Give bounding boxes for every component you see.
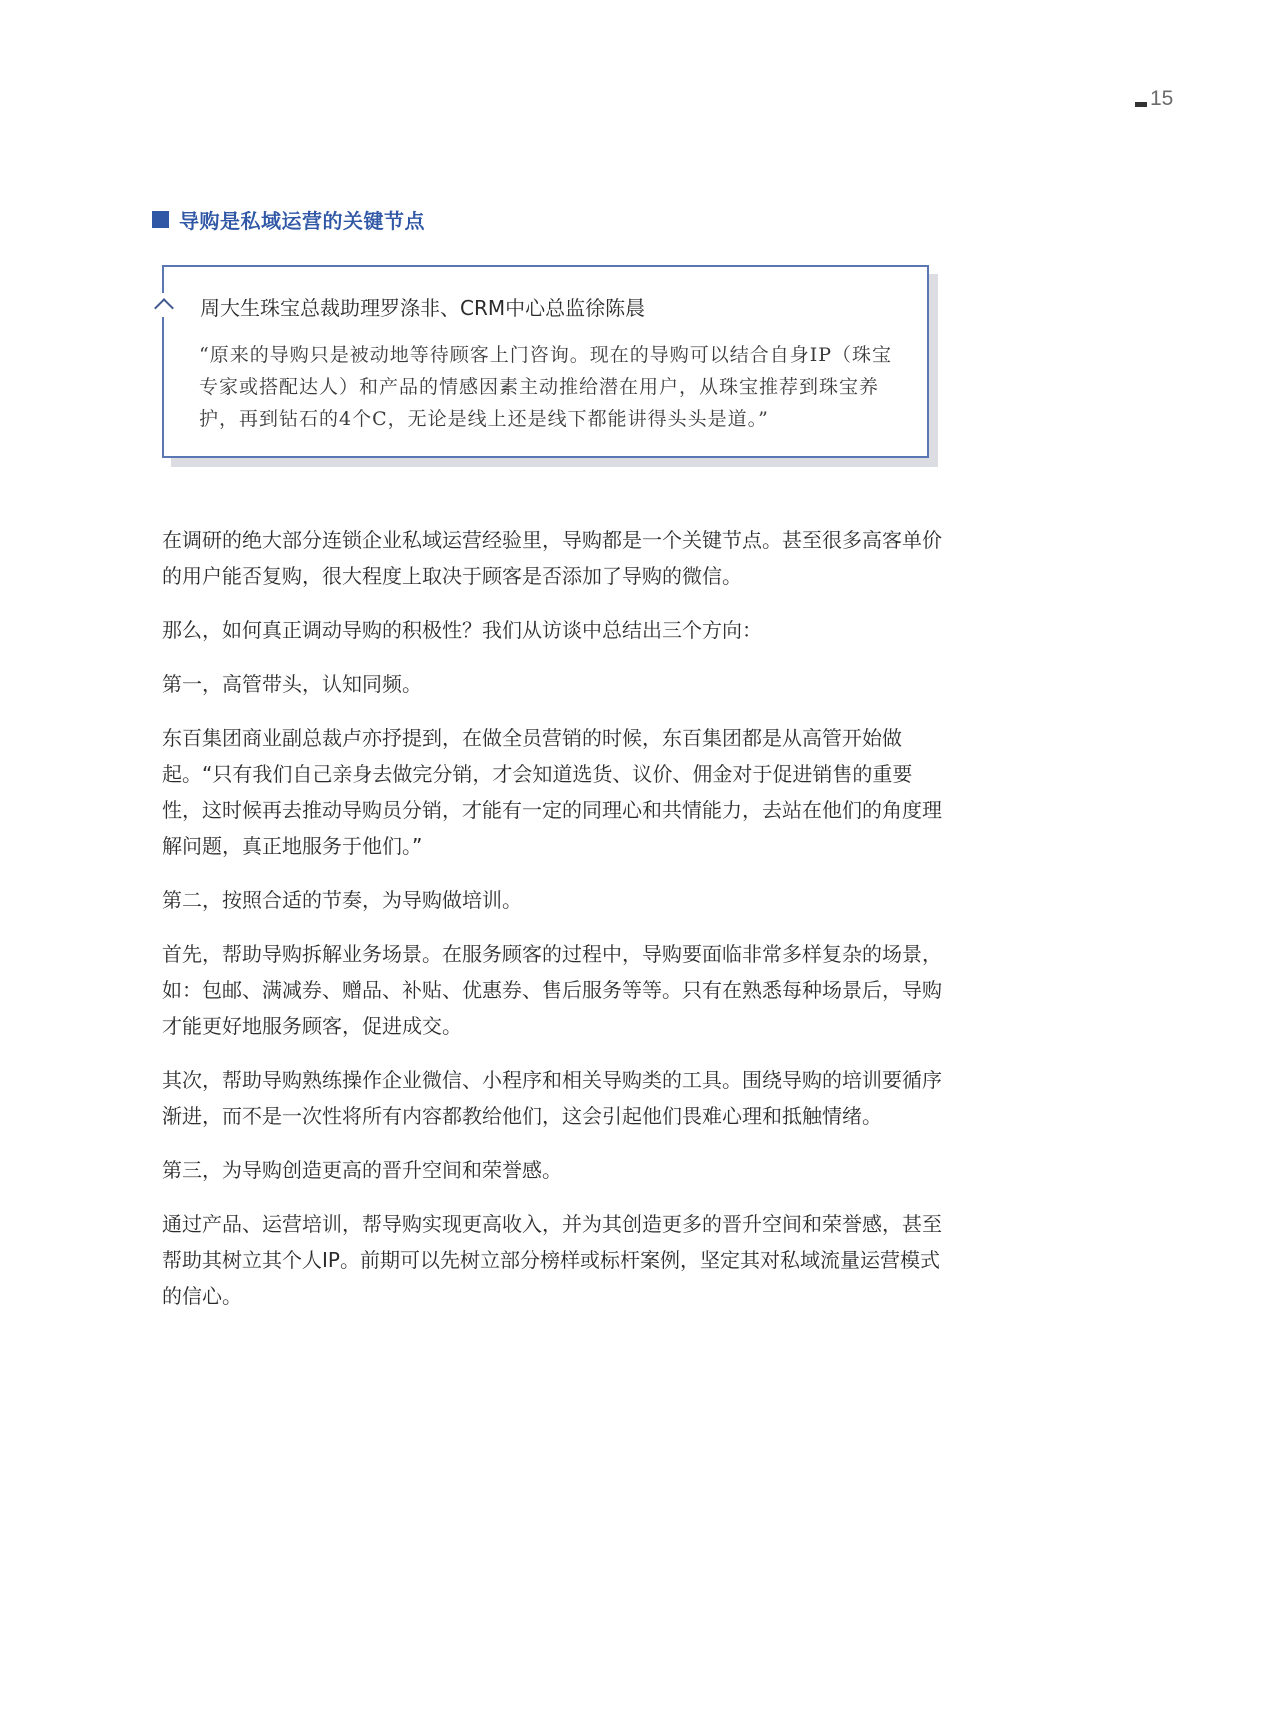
heading-square-icon bbox=[152, 211, 169, 228]
paragraph-9: 通过产品、运营培训，帮导购实现更高收入，并为其创造更多的晋升空间和荣誉感，甚至帮助其树立其个人IP。前期可以先树立部分榜样或标杆案例，坚定其对私域流量运营模式的信心。 bbox=[162, 1212, 942, 1308]
paragraph-5: 第二，按照合适的节奏，为导购做培训。 bbox=[162, 888, 522, 912]
page-number bbox=[1135, 88, 1173, 109]
section-title: 导购是私域运营的关键节点 bbox=[179, 209, 425, 233]
quote-text: “原来的导购只是被动地等待顾客上门咨询。现在的导购可以结合自身IP（珠宝专家或搭配达人）和产品的情感因素主动推给潜在用户，从珠宝推荐到珠宝养护，再到钻石的4个C，无论是线上还是线下都能讲得头头是道。” bbox=[199, 344, 893, 430]
body-text bbox=[162, 522, 944, 1332]
chevron-up-icon bbox=[152, 293, 176, 317]
paragraph-8: 第三，为导购创造更高的晋升空间和荣誉感。 bbox=[162, 1158, 562, 1182]
page-number-text: 15 bbox=[1150, 87, 1174, 110]
paragraph-7: 其次，帮助导购熟练操作企业微信、小程序和相关导购类的工具。围绕导购的培训要循序渐进，而不是一次性将所有内容都教给他们，这会引起他们畏难心理和抵触情绪。 bbox=[162, 1068, 942, 1128]
paragraph-1: 在调研的绝大部分连锁企业私域运营经验里，导购都是一个关键节点。甚至很多高客单价的用户能否复购，很大程度上取决于顾客是否添加了导购的微信。 bbox=[162, 528, 942, 588]
paragraph-2: 那么，如何真正调动导购的积极性？我们从访谈中总结出三个方向： bbox=[162, 618, 762, 642]
section-heading bbox=[152, 205, 425, 234]
paragraph-6: 首先，帮助导购拆解业务场景。在服务顾客的过程中，导购要面临非常多样复杂的场景，如：包邮、满减券、赠品、补贴、优惠券、售后服务等等。只有在熟悉每种场景后，导购才能更好地服务顾客，促进成交。 bbox=[162, 942, 942, 1038]
quote-source: 周大生珠宝总裁助理罗涤非、CRM中心总监徐陈晨 bbox=[200, 296, 646, 320]
page-number-marker bbox=[1135, 102, 1147, 107]
quote-box bbox=[162, 265, 929, 458]
paragraph-4: 东百集团商业副总裁卢亦抒提到，在做全员营销的时候，东百集团都是从高管开始做起。“只有我们自己亲身去做完分销，才会知道选货、议价、佣金对于促进销售的重要性，这时候再去推动导购员分销，才能有一定的同理心和共情能力，去站在他们的角度理解问题，真正地服务于他们。” bbox=[162, 726, 942, 858]
paragraph-3: 第一，高管带头，认知同频。 bbox=[162, 672, 422, 696]
